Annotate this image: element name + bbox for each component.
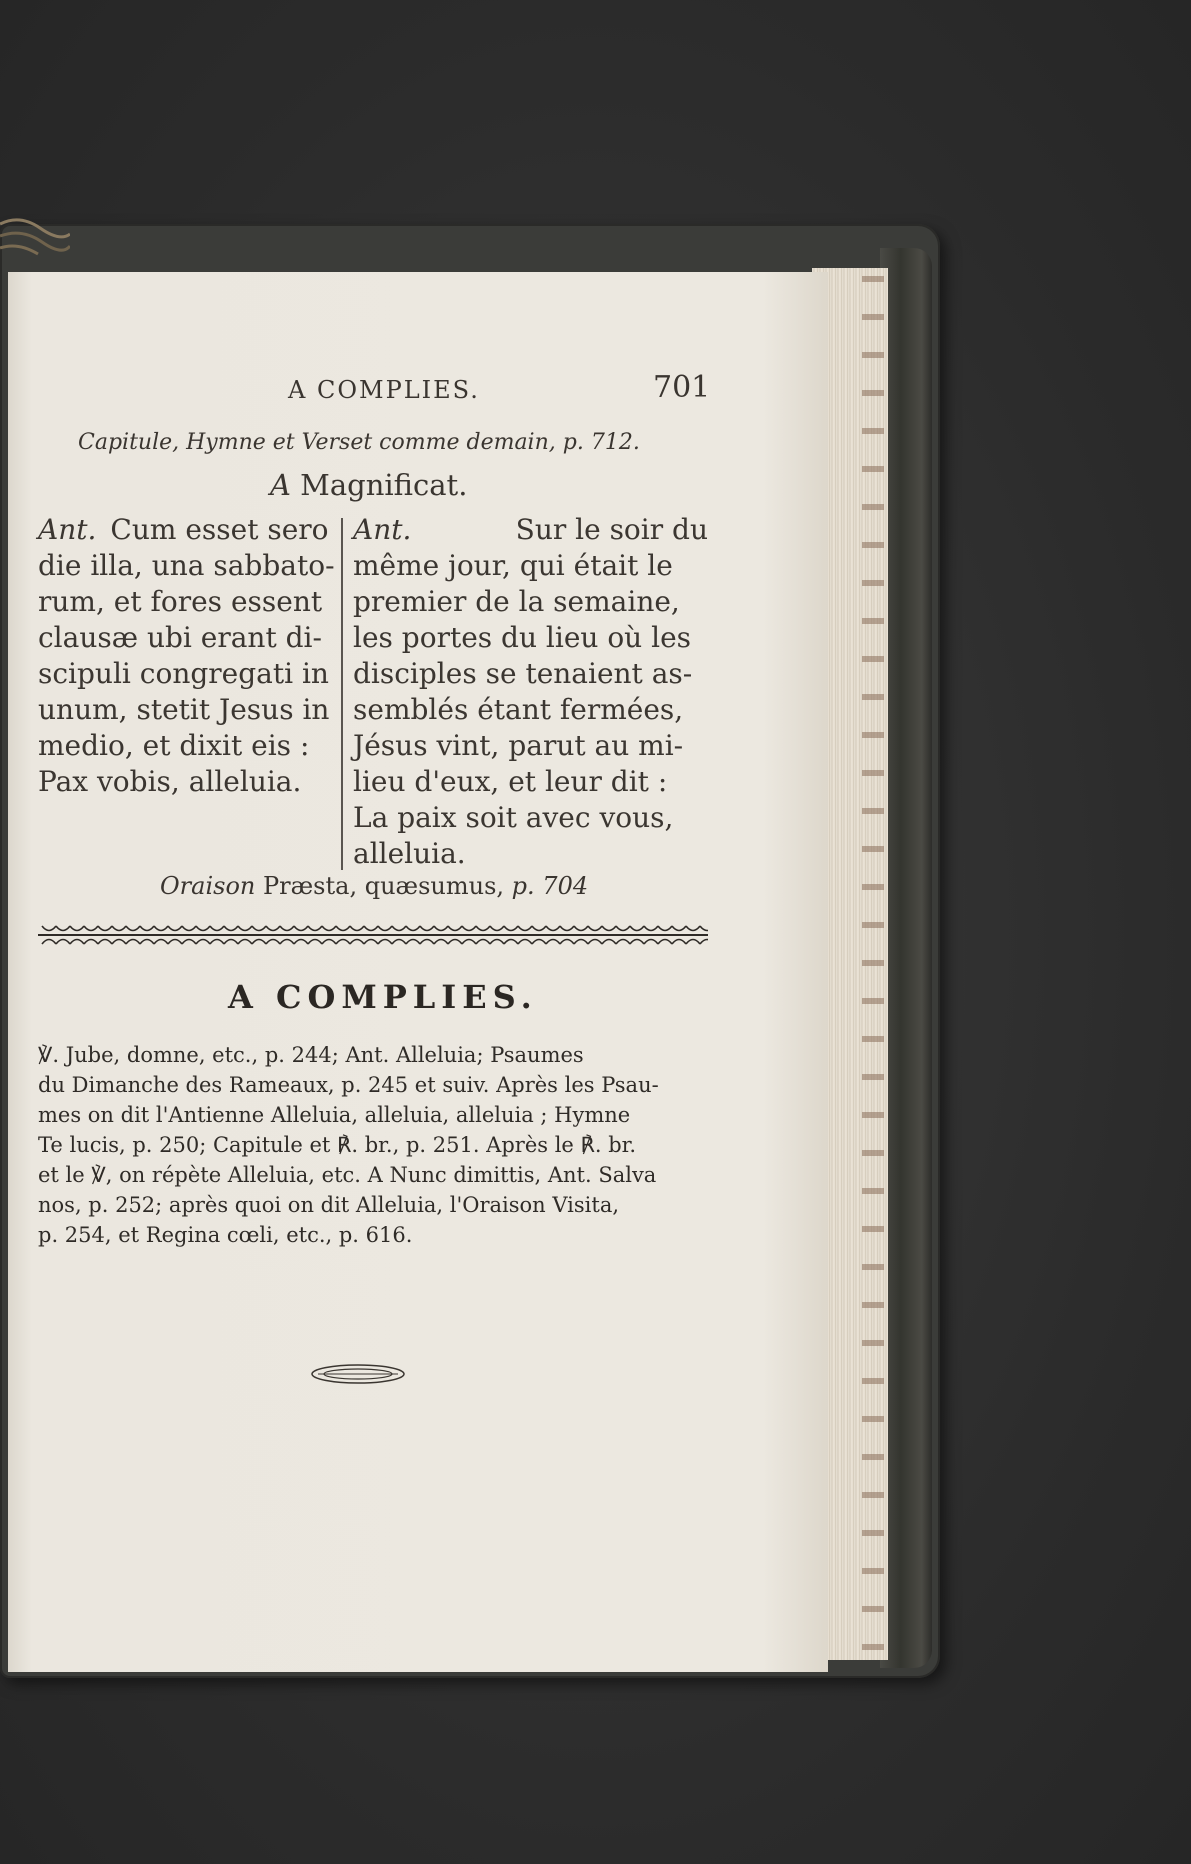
french-line: Jésus vint, parut au mi- xyxy=(353,729,684,762)
complies-rubric xyxy=(38,1040,712,1250)
latin-antiphon xyxy=(38,512,338,800)
rubric-line: Te lucis, p. 250; Capitule et ℟. br., p. 251. Après le ℟. br. xyxy=(38,1133,637,1157)
section-title: A COMPLIES. xyxy=(228,978,538,1016)
magnificat-prefix: A xyxy=(270,468,291,502)
rubric-line: p. 254, et Regina cœli, etc., p. 616. xyxy=(38,1223,413,1247)
latin-text: Cum esset sero xyxy=(110,513,329,546)
ant-label: Ant. xyxy=(353,513,412,546)
french-line: lieu d'eux, et leur dit : xyxy=(353,765,668,798)
end-ornament-icon xyxy=(308,1362,408,1386)
page-number: 701 xyxy=(653,370,711,405)
french-line: semblés étant fermées, xyxy=(353,693,684,726)
binding-thread-icon xyxy=(0,214,70,274)
oraison-line xyxy=(160,872,588,900)
rubric-line: et le ℣, on répète Alleluia, etc. A Nunc dimittis, Ant. Salva xyxy=(38,1163,657,1187)
latin-line: die illa, una sabbato- xyxy=(38,549,335,582)
french-line: disciples se tenaient as- xyxy=(353,657,693,690)
rubric-line: du Dimanche des Rameaux, p. 245 et suiv. Après les Psau- xyxy=(38,1073,659,1097)
oraison-text: Præsta, quæsumus, xyxy=(263,872,505,900)
latin-line: medio, et dixit eis : xyxy=(38,729,310,762)
ant-label: Ant. xyxy=(38,513,97,546)
french-line: les portes du lieu où les xyxy=(353,621,692,654)
column-divider xyxy=(341,518,343,870)
page-header xyxy=(8,370,711,416)
page-stack-marbling xyxy=(862,276,884,1656)
magnificat-heading xyxy=(270,468,467,502)
oraison-ref: p. 704 xyxy=(511,872,589,900)
latin-line xyxy=(38,512,338,548)
latin-line: unum, stetit Jesus in xyxy=(38,693,330,726)
magnificat-label: Magnificat. xyxy=(300,468,468,502)
french-text: Sur le soir du xyxy=(515,513,708,546)
latin-line: clausæ ubi erant di- xyxy=(38,621,322,654)
oraison-label: Oraison xyxy=(160,872,256,900)
french-antiphon xyxy=(353,512,708,872)
running-title: A COMPLIES. xyxy=(288,376,480,404)
ornamental-divider-icon xyxy=(38,920,708,950)
french-line: alleluia. xyxy=(353,837,466,870)
book-page xyxy=(8,272,828,1672)
french-line: premier de la semaine, xyxy=(353,585,680,618)
rubric-line: ℣. Jube, domne, etc., p. 244; Ant. Alleluia; Psaumes xyxy=(38,1043,584,1067)
french-line: même jour, qui était le xyxy=(353,549,673,582)
latin-line: scipuli congregati in xyxy=(38,657,329,690)
rubric-line: nos, p. 252; après quoi on dit Alleluia, l'Oraison Visita, xyxy=(38,1193,620,1217)
french-line: La paix soit avec vous, xyxy=(353,801,674,834)
rubric-line: mes on dit l'Antienne Alleluia, alleluia, alleluia ; Hymne xyxy=(38,1103,631,1127)
capitule-line: Capitule, Hymne et Verset comme demain, p. 712. xyxy=(78,430,640,455)
latin-line: rum, et fores essent xyxy=(38,585,323,618)
french-line xyxy=(353,512,708,548)
latin-line: Pax vobis, alleluia. xyxy=(38,765,302,798)
